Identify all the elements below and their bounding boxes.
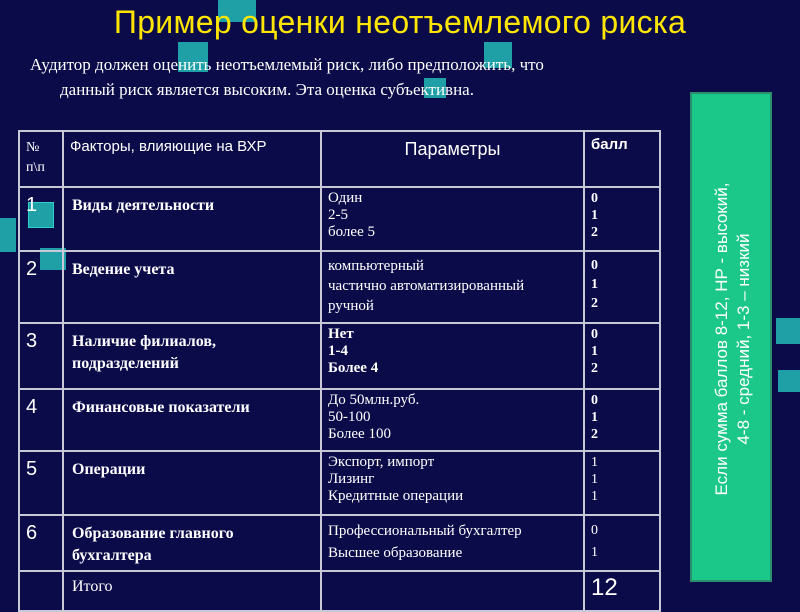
- score-item: 1: [591, 545, 598, 560]
- row-scores: [584, 515, 660, 571]
- row-scores: [584, 451, 660, 515]
- param-item: Нет: [328, 326, 354, 342]
- param-item: Профессиональный бухгалтер: [328, 523, 522, 539]
- score-item: 1: [591, 489, 598, 504]
- header-num: № п\п: [19, 131, 63, 187]
- table-row: [19, 389, 660, 451]
- score-item: 1: [591, 455, 598, 470]
- row-factor: Операции: [63, 451, 321, 515]
- param-item: Более 4: [328, 360, 379, 376]
- table-row: [19, 451, 660, 515]
- decor-square: [0, 218, 16, 252]
- score-item: 0: [591, 393, 598, 408]
- header-score: балл: [584, 131, 660, 187]
- row-num: 6: [19, 515, 63, 571]
- row-params: [321, 323, 584, 389]
- param-item: 2-5: [328, 207, 348, 223]
- table-row: [19, 515, 660, 571]
- intro-text: [30, 52, 690, 102]
- intro-line-2: данный риск является высоким. Эта оценка субъективна.: [60, 80, 474, 99]
- row-scores: [584, 187, 660, 251]
- param-item: До 50млн.руб.: [328, 392, 420, 408]
- row-params: [321, 187, 584, 251]
- row-factor: Финансовые показатели: [63, 389, 321, 451]
- param-item: Лизинг: [328, 471, 375, 487]
- row-scores: [584, 251, 660, 323]
- risk-table: [18, 130, 661, 612]
- param-item: Экспорт, импорт: [328, 454, 435, 470]
- table-header-row: [19, 131, 660, 187]
- total-num-cell: [19, 571, 63, 611]
- header-params: Параметры: [321, 131, 584, 187]
- row-num: 5: [19, 451, 63, 515]
- score-item: 2: [591, 225, 598, 240]
- row-params: [321, 515, 584, 571]
- score-item: 0: [591, 258, 598, 273]
- row-factor: Виды деятельности: [63, 187, 321, 251]
- row-params: [321, 451, 584, 515]
- score-item: 2: [591, 361, 598, 376]
- param-item: частично автоматизированный: [328, 278, 525, 294]
- legend-line-1: Если сумма баллов 8-12, НР - высокий,: [712, 182, 731, 496]
- table-row: [19, 251, 660, 323]
- param-item: Кредитные операции: [328, 488, 464, 504]
- decor-square: [776, 318, 800, 344]
- row-params: [321, 389, 584, 451]
- param-item: более 5: [328, 224, 375, 240]
- param-item: Более 100: [328, 426, 391, 442]
- score-item: 0: [591, 523, 598, 538]
- row-num: 2: [19, 251, 63, 323]
- param-item: Один: [328, 190, 363, 206]
- row-factor: Образование главного бухгалтера: [63, 515, 321, 571]
- row-factor: Наличие филиалов, подразделений: [63, 323, 321, 389]
- score-item: 1: [591, 277, 598, 292]
- score-item: 0: [591, 191, 598, 206]
- table-row: [19, 323, 660, 389]
- param-item: компьютерный: [328, 258, 424, 274]
- row-scores: [584, 389, 660, 451]
- score-item: 2: [591, 427, 598, 442]
- page-title: Пример оценки неотъемлемого риска: [113, 4, 687, 40]
- param-item: ручной: [328, 298, 374, 314]
- table-row: [19, 187, 660, 251]
- score-legend-text: [711, 104, 755, 574]
- param-item: 1-4: [328, 343, 348, 359]
- row-factor: Ведение учета: [63, 251, 321, 323]
- row-num: 1: [19, 187, 63, 251]
- score-item: 2: [591, 296, 598, 311]
- intro-line-1: Аудитор должен оценить неотъемлемый риск, либо предположить, что: [30, 55, 544, 74]
- row-num: 3: [19, 323, 63, 389]
- header-factors: Факторы, влияющие на ВХР: [63, 131, 321, 187]
- total-label: Итого: [63, 571, 321, 611]
- table-total-row: [19, 571, 660, 611]
- legend-line-2: 4-8 - средний, 1-3 – низкий: [734, 233, 753, 445]
- total-value: 12: [584, 571, 660, 611]
- score-item: 0: [591, 327, 598, 342]
- param-item: 50-100: [328, 409, 371, 425]
- row-scores: [584, 323, 660, 389]
- param-item: Высшее образование: [328, 545, 463, 561]
- row-params: [321, 251, 584, 323]
- score-item: 1: [591, 344, 598, 359]
- total-params-cell: [321, 571, 584, 611]
- decor-square: [778, 370, 800, 392]
- score-legend-box: [690, 92, 772, 582]
- score-item: 1: [591, 410, 598, 425]
- score-item: 1: [591, 208, 598, 223]
- row-num: 4: [19, 389, 63, 451]
- score-item: 1: [591, 472, 598, 487]
